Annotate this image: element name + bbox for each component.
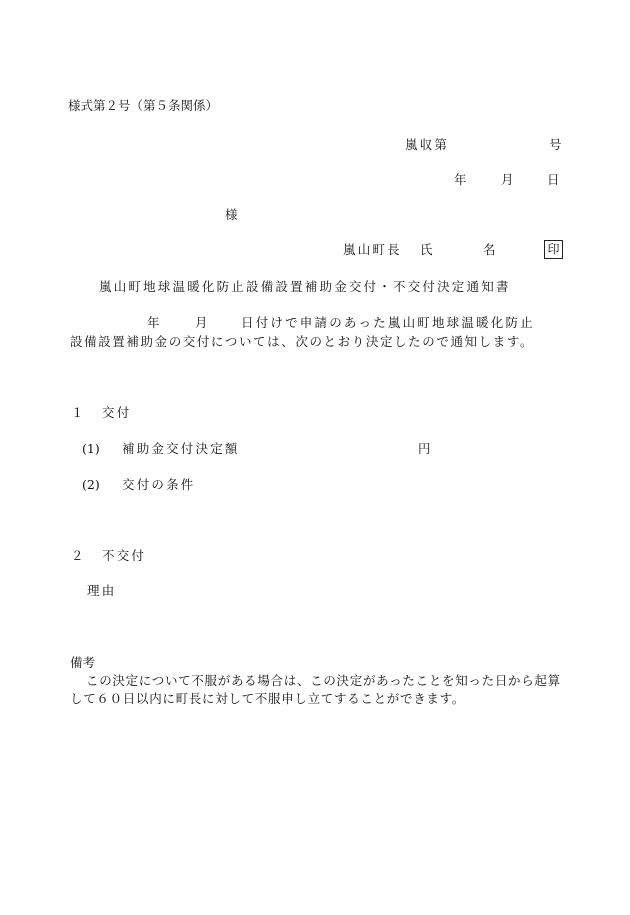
date-month: 月 [501,172,514,187]
sender-name-label-1: 氏 [420,242,433,257]
date-year: 年 [454,172,467,187]
doc-number-prefix: 嵐収第 [405,137,450,152]
document-title: 嵐山町地球温暖化防止設備設置補助金交付・不交付決定通知書 [99,279,511,294]
item1-number: (1) [82,441,100,456]
remarks-line-2: して６０日以内に町長に対して不服申し立てすることができます。 [70,691,466,706]
sender-title: 嵐山町長 [343,242,402,257]
body-year: 年 [147,315,160,330]
sender-name-label-2: 名 [483,242,496,257]
item1-unit: 円 [418,441,431,456]
doc-number-suffix: 号 [549,137,562,152]
section1-number: １ [71,405,84,420]
body-line-1: 日付けで申請のあった嵐山町地球温暖化防止 [241,315,535,330]
item2-number: (2) [82,477,100,492]
date-day: 日 [547,172,560,187]
form-number: 様式第２号（第５条関係） [68,98,219,113]
body-line-2: 設備設置補助金の交付については、次のとおり決定したので通知します。 [70,334,535,349]
addressee-suffix: 様 [225,207,238,222]
remarks-line-1: この決定について不服がある場合は、この決定があったことを知った日から起算 [86,673,561,688]
item2-label: 交付の条件 [122,477,196,492]
body-month: 月 [195,315,208,330]
item1-label: 補助金交付決定額 [122,441,240,456]
section1-heading: 交付 [102,405,132,420]
section2-number: ２ [71,548,84,563]
remarks-heading: 備考 [70,655,96,670]
seal-mark: 印 [544,240,563,259]
reason-label: 理由 [87,583,117,598]
section2-heading: 不交付 [102,548,147,563]
